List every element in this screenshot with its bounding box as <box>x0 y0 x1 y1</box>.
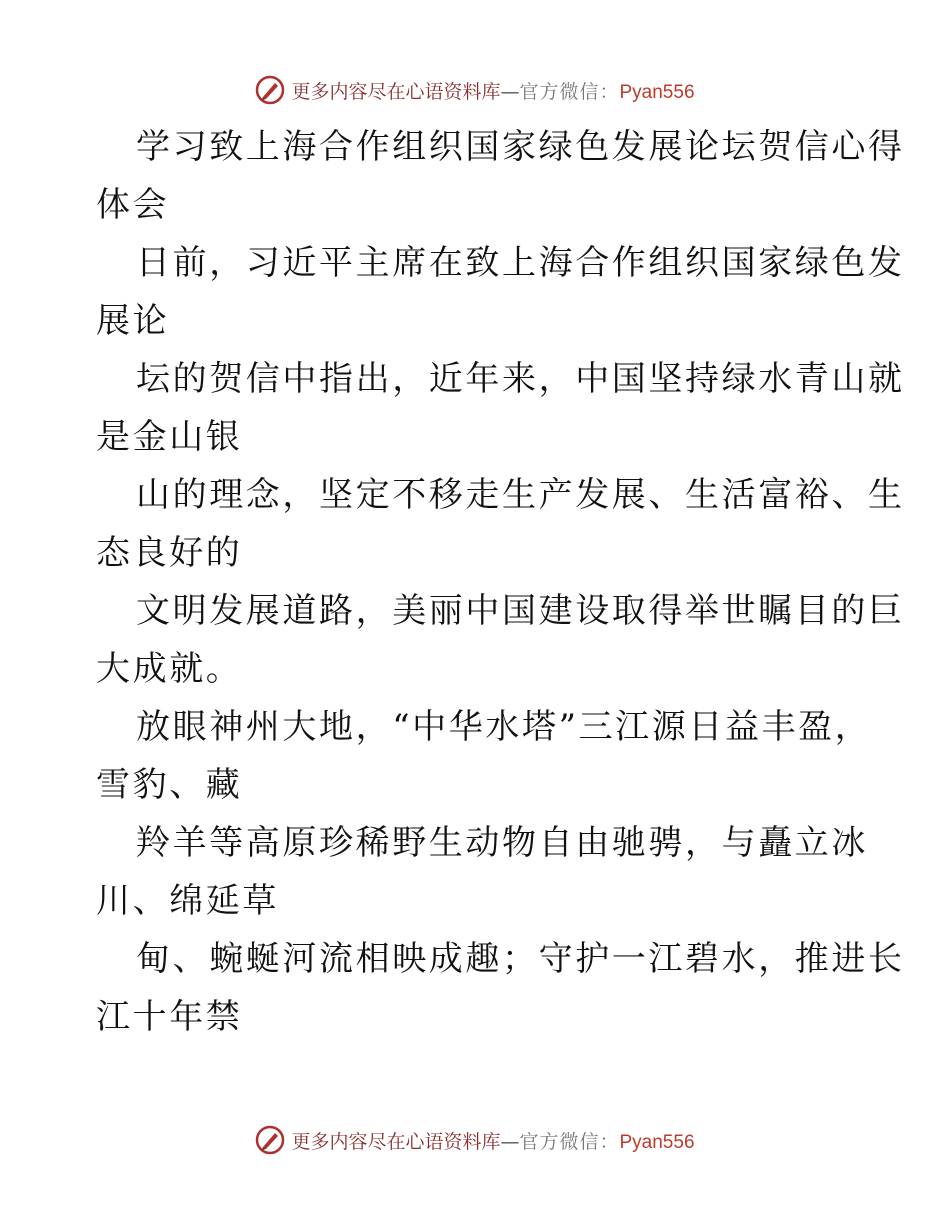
text-line: 甸、蜿蜒河流相映成趣；守护一江碧水，推进长 <box>136 939 905 979</box>
text-line: 江十年禁 <box>96 997 243 1037</box>
text-line: 学习致上海合作组织国家绿色发展论坛贺信心得 <box>136 127 905 167</box>
watermark-dash: — <box>500 1130 520 1153</box>
text-line: 羚羊等高原珍稀野生动物自由驰骋，与矗立冰 <box>136 823 868 863</box>
watermark-account: 官方微信： <box>519 1130 620 1153</box>
text-line: 川、绵延草 <box>96 881 279 921</box>
text-line: 体会 <box>96 185 170 225</box>
text-line: 文明发展道路，美丽中国建设取得举世瞩目的巨 <box>136 591 905 631</box>
watermark-lead: 更多内容尽在心语资料库 <box>291 80 501 103</box>
text-line: 展论 <box>96 301 170 341</box>
pen-logo-icon <box>255 75 285 105</box>
document-body <box>96 118 905 1046</box>
watermark-text <box>291 1127 694 1154</box>
text-line: 大成就。 <box>96 649 243 689</box>
text-line: 放眼神州大地，“中华水塔”三江源日益丰盈， <box>136 707 872 747</box>
watermark-dash: — <box>500 80 520 103</box>
watermark-lead: 更多内容尽在心语资料库 <box>291 1130 501 1153</box>
watermark-id: Pyan556 <box>619 81 695 103</box>
text-line: 山的理念，坚定不移走生产发展、生活富裕、生 <box>136 475 905 515</box>
text-line: 态良好的 <box>96 533 243 573</box>
header-watermark <box>0 74 950 106</box>
watermark-id: Pyan556 <box>619 1131 695 1153</box>
footer-watermark <box>0 1124 950 1156</box>
watermark-account: 官方微信： <box>519 80 620 103</box>
text-line: 日前，习近平主席在致上海合作组织国家绿色发 <box>136 243 905 283</box>
watermark-text <box>291 77 694 104</box>
text-line: 坛的贺信中指出，近年来，中国坚持绿水青山就 <box>136 359 905 399</box>
pen-logo-icon <box>255 1125 285 1155</box>
text-line: 是金山银 <box>96 417 243 457</box>
text-line: 雪豹、藏 <box>96 765 243 805</box>
